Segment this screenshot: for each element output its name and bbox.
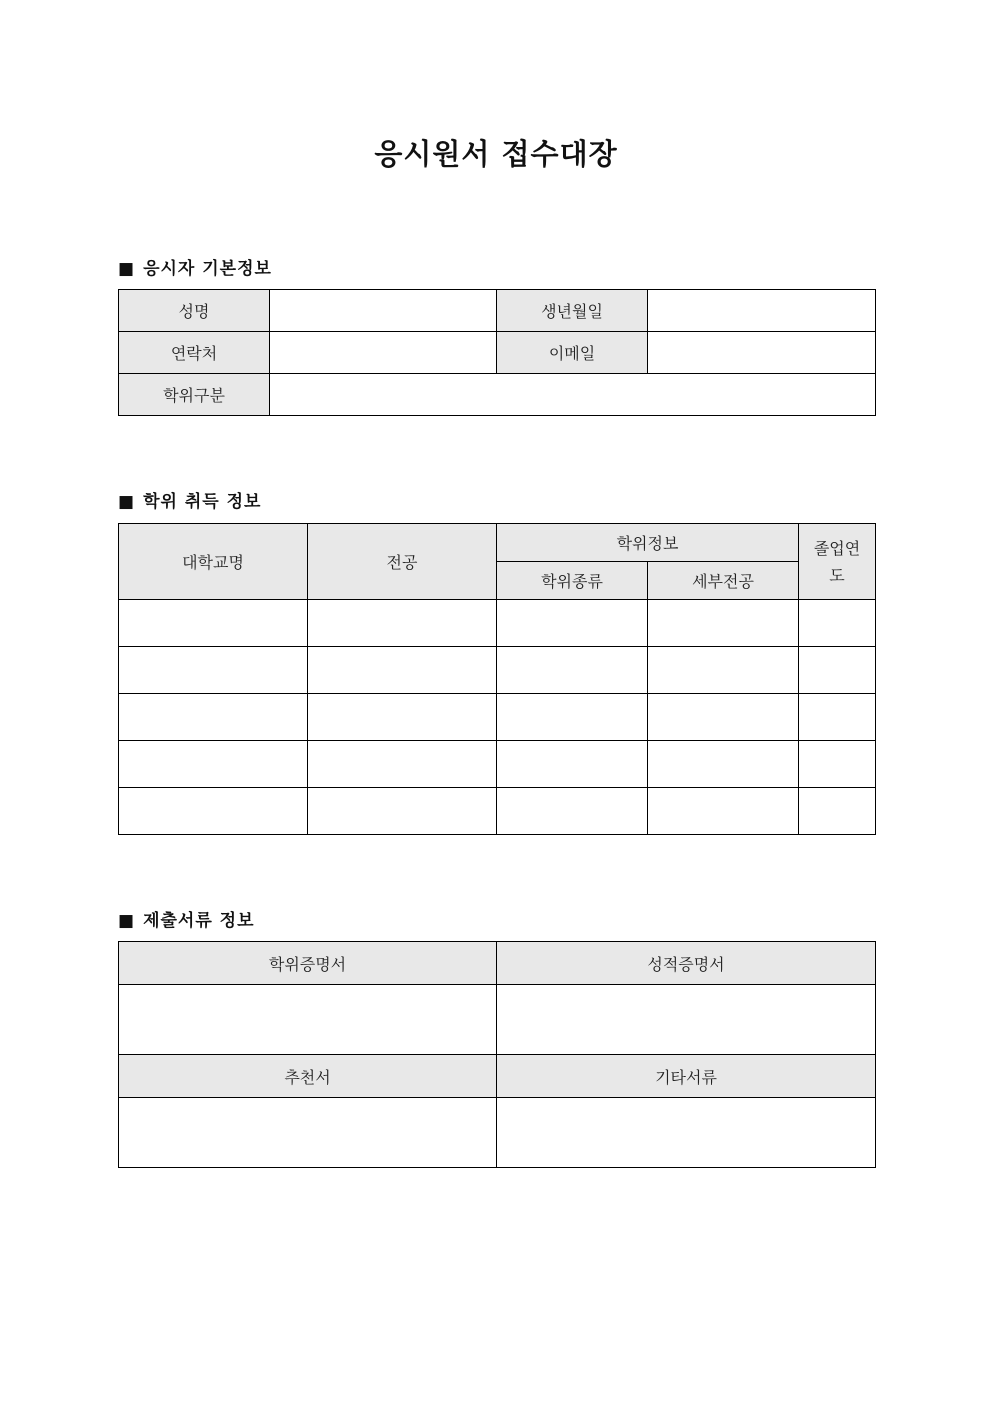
degree-kind-cell[interactable]	[497, 647, 648, 694]
grade-certificate-field[interactable]	[497, 985, 876, 1055]
section-title-documents-info	[118, 906, 255, 931]
square-bullet-icon: ■	[118, 492, 136, 512]
documents-table	[118, 941, 876, 1168]
label-other-documents: 기타서류	[497, 1055, 876, 1098]
sub-major-cell[interactable]	[648, 741, 799, 788]
contact-field[interactable]	[270, 332, 497, 374]
label-degree-certificate: 학위증명서	[119, 942, 497, 985]
graduation-year-cell[interactable]	[799, 788, 876, 835]
section-title-text: 응시자 기본정보	[143, 259, 272, 279]
graduation-year-cell[interactable]	[799, 600, 876, 647]
university-cell[interactable]	[119, 647, 308, 694]
birth-date-field[interactable]	[648, 290, 876, 332]
graduation-year-cell[interactable]	[799, 647, 876, 694]
header-graduation-year-line1: 졸업연	[813, 538, 861, 558]
sub-major-cell[interactable]	[648, 647, 799, 694]
table-row	[119, 600, 876, 647]
header-sub-major: 세부전공	[648, 562, 799, 600]
sub-major-cell[interactable]	[648, 600, 799, 647]
university-cell[interactable]	[119, 788, 308, 835]
section-title-text: 학위 취득 정보	[143, 492, 262, 512]
degree-type-field[interactable]	[270, 374, 876, 416]
university-cell[interactable]	[119, 694, 308, 741]
degree-kind-cell[interactable]	[497, 788, 648, 835]
header-university: 대학교명	[119, 524, 308, 600]
label-contact: 연락처	[119, 332, 270, 374]
sub-major-cell[interactable]	[648, 694, 799, 741]
university-cell[interactable]	[119, 741, 308, 788]
degree-info-table	[118, 523, 876, 835]
header-degree-kind: 학위종류	[497, 562, 648, 600]
major-cell[interactable]	[308, 741, 497, 788]
label-recommendation: 추천서	[119, 1055, 497, 1098]
basic-info-table	[118, 289, 876, 416]
label-degree-type: 학위구분	[119, 374, 270, 416]
table-row	[119, 741, 876, 788]
other-documents-field[interactable]	[497, 1098, 876, 1168]
sub-major-cell[interactable]	[648, 788, 799, 835]
major-cell[interactable]	[308, 694, 497, 741]
major-cell[interactable]	[308, 647, 497, 694]
degree-kind-cell[interactable]	[497, 694, 648, 741]
page-title: 응시원서 접수대장	[374, 137, 618, 171]
major-cell[interactable]	[308, 600, 497, 647]
major-cell[interactable]	[308, 788, 497, 835]
header-graduation-year-line2: 도	[829, 565, 845, 585]
graduation-year-cell[interactable]	[799, 694, 876, 741]
section-title-degree-info	[118, 487, 261, 512]
label-name: 성명	[119, 290, 270, 332]
degree-certificate-field[interactable]	[119, 985, 497, 1055]
degree-kind-cell[interactable]	[497, 600, 648, 647]
label-birth-date: 생년월일	[497, 290, 648, 332]
section-title-text: 제출서류 정보	[143, 911, 255, 931]
recommendation-field[interactable]	[119, 1098, 497, 1168]
table-row	[119, 647, 876, 694]
label-grade-certificate: 성적증명서	[497, 942, 876, 985]
degree-kind-cell[interactable]	[497, 741, 648, 788]
header-graduation-year	[799, 524, 876, 600]
section-title-basic-info	[118, 254, 272, 279]
name-field[interactable]	[270, 290, 497, 332]
university-cell[interactable]	[119, 600, 308, 647]
label-email: 이메일	[497, 332, 648, 374]
square-bullet-icon: ■	[118, 911, 136, 931]
graduation-year-cell[interactable]	[799, 741, 876, 788]
table-row	[119, 694, 876, 741]
table-row	[119, 788, 876, 835]
header-degree-info: 학위정보	[497, 524, 799, 562]
header-major: 전공	[308, 524, 497, 600]
email-field[interactable]	[648, 332, 876, 374]
square-bullet-icon: ■	[118, 259, 136, 279]
